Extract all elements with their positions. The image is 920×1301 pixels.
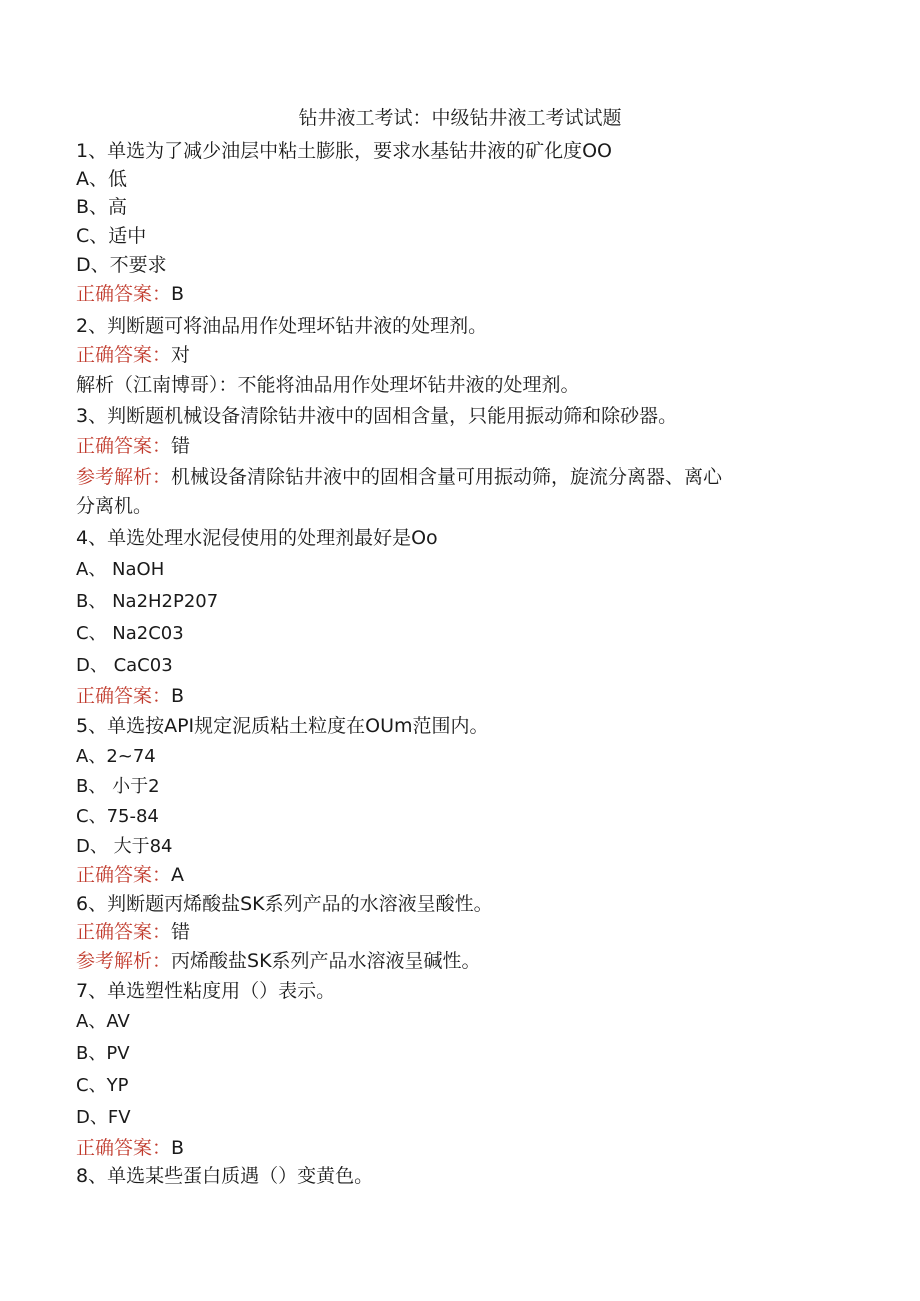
- analysis-text: 丙烯酸盐SK系列产品水溶液呈碱性。: [171, 950, 481, 972]
- q6-answer: [76, 918, 836, 946]
- q4-option-b: B、 Na2H2P207: [76, 591, 219, 612]
- q5-option-d: D、 大于84: [76, 836, 173, 857]
- question-4: 4、单选处理水泥侵使用的处理剂最好是Oo: [76, 527, 438, 549]
- answer-label: 正确答案：: [76, 864, 172, 886]
- q4-option-a: A、 NaOH: [76, 559, 165, 580]
- answer-label: 正确答案：: [76, 685, 172, 707]
- document-title: 钻井液工考试：中级钻井液工考试试题: [298, 107, 622, 129]
- q1-option-d: D、不要求: [76, 254, 167, 276]
- q2-answer: [76, 341, 836, 369]
- answer-value: B: [171, 685, 185, 707]
- question-1: 1、单选为了减少油层中粘土膨胀，要求水基钻井液的矿化度OO: [76, 140, 613, 162]
- q7-option-a: A、AV: [76, 1011, 130, 1032]
- q5-option-a: A、2~74: [76, 746, 156, 767]
- question-3: 3、判断题机械设备清除钻井液中的固相含量，只能用振动筛和除砂器。: [76, 405, 678, 427]
- question-2: 2、判断题可将油品用作处理坏钻井液的处理剂。: [76, 315, 488, 337]
- q1-option-c: C、适中: [76, 225, 147, 247]
- q7-option-b: B、PV: [76, 1043, 130, 1064]
- answer-label: 正确答案：: [76, 344, 172, 366]
- q3-analysis: [76, 463, 836, 491]
- q4-option-d: D、 CaC03: [76, 655, 173, 676]
- answer-label: 正确答案：: [76, 1137, 172, 1159]
- q3-analysis-continued: 分离机。: [76, 495, 153, 517]
- q4-option-c: C、 Na2C03: [76, 623, 184, 644]
- answer-value: A: [171, 864, 185, 886]
- analysis-text: 机械设备清除钻井液中的固相含量可用振动筛，旋流分离器、离心: [171, 466, 723, 488]
- q5-option-b: B、 小于2: [76, 776, 160, 797]
- q2-analysis: 解析（江南博哥）：不能将油品用作处理坏钻井液的处理剂。: [76, 374, 580, 396]
- answer-value: B: [171, 283, 185, 305]
- answer-label: 正确答案：: [76, 435, 172, 457]
- q7-option-d: D、FV: [76, 1107, 131, 1128]
- answer-value: B: [171, 1137, 185, 1159]
- answer-value: 错: [171, 435, 191, 457]
- question-7: 7、单选塑性粘度用（）表示。: [76, 980, 336, 1002]
- answer-value: 对: [171, 344, 191, 366]
- q7-answer: [76, 1134, 836, 1162]
- analysis-label: 参考解析：: [76, 950, 172, 972]
- q5-option-c: C、75-84: [76, 806, 159, 827]
- question-8: 8、单选某些蛋白质遇（）变黄色。: [76, 1165, 374, 1187]
- q1-option-b: B、高: [76, 196, 128, 218]
- q3-answer: [76, 432, 836, 460]
- answer-label: 正确答案：: [76, 283, 172, 305]
- analysis-label: 参考解析：: [76, 466, 172, 488]
- q6-analysis: [76, 947, 836, 975]
- question-5: 5、单选按API规定泥质粘土粒度在OUm范围内。: [76, 715, 489, 737]
- q5-answer: [76, 861, 836, 889]
- question-6: 6、判断题丙烯酸盐SK系列产品的水溶液呈酸性。: [76, 893, 493, 915]
- answer-value: 错: [171, 921, 191, 943]
- answer-label: 正确答案：: [76, 921, 172, 943]
- q1-answer: [76, 280, 836, 308]
- q7-option-c: C、YP: [76, 1075, 129, 1096]
- q4-answer: [76, 682, 836, 710]
- q1-option-a: A、低: [76, 168, 127, 190]
